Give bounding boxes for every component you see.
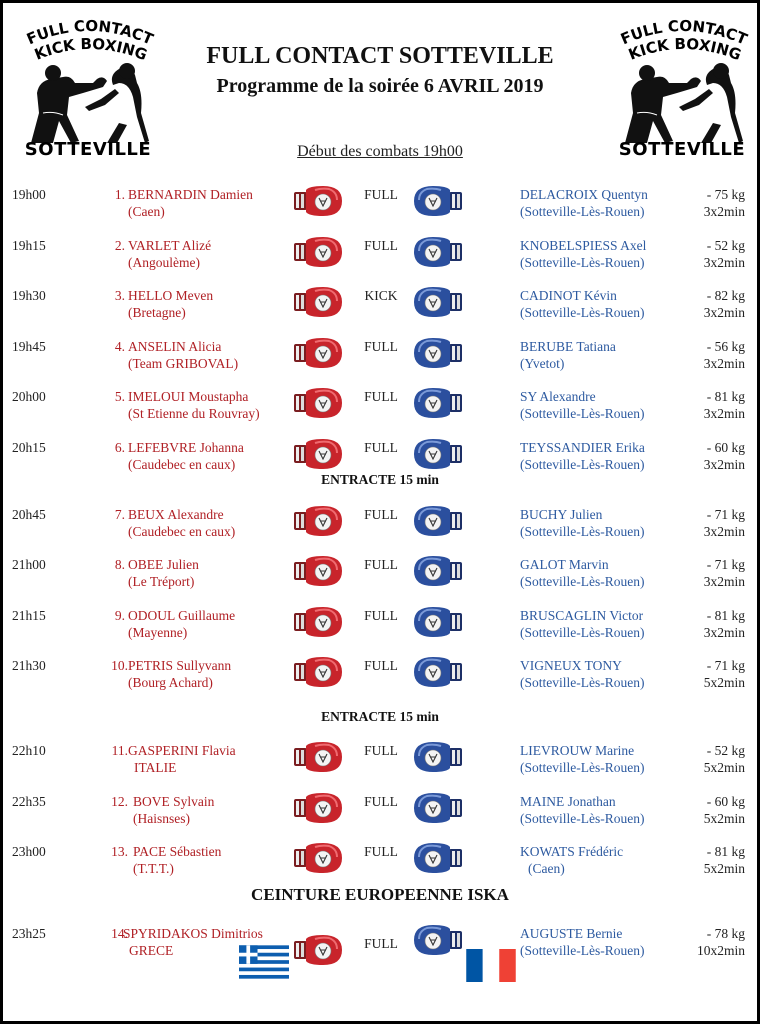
blue-fighter-club: (Sotteville-Lès-Rouen) [520, 675, 645, 690]
blue-corner [520, 186, 648, 220]
blue-glove-icon [413, 285, 463, 319]
red-fighter-club: (Caudebec en caux) [128, 524, 236, 539]
weight-class [704, 793, 745, 827]
red-corner [133, 793, 214, 827]
fight-time: 20h15 [12, 440, 46, 455]
blue-fighter-club: (Sotteville-Lès-Rouen) [520, 625, 645, 640]
rounds: 5x2min [703, 811, 745, 826]
logo-top-text: FULL CONTACT [23, 16, 156, 49]
weight: - 60 kg [706, 794, 745, 809]
fighters-icon [617, 53, 747, 145]
fight-row [3, 338, 757, 378]
fight-type: FULL [364, 339, 398, 354]
red-fighter-club: GRECE [129, 943, 174, 958]
blue-fighter-name: AUGUSTE Bernie [520, 926, 623, 941]
fight-type: FULL [364, 389, 398, 404]
fight-type: FULL [364, 936, 398, 951]
red-fighter-name: BOVE Sylvain [133, 794, 215, 809]
blue-fighter-name: MAINE Jonathan [520, 794, 616, 809]
logo-city: SOTTEVILLE [618, 139, 746, 160]
fight-type: FULL [364, 794, 398, 809]
fight-time: 19h00 [12, 187, 46, 202]
red-corner [128, 657, 231, 691]
fight-row [3, 742, 757, 782]
weight-class [704, 657, 745, 691]
rounds: 3x2min [703, 524, 745, 539]
red-glove-icon [293, 235, 343, 269]
fight-type: FULL [364, 557, 398, 572]
red-glove-icon [293, 841, 343, 875]
rounds: 3x2min [703, 457, 745, 472]
red-fighter-name: PETRIS Sullyvann [128, 658, 232, 673]
weight-class [704, 843, 745, 877]
blue-glove-icon [413, 336, 463, 370]
red-fighter-name: HELLO Meven [128, 288, 214, 303]
blue-glove-icon [413, 504, 463, 538]
weight: - 71 kg [706, 557, 745, 572]
fight-type: FULL [364, 238, 398, 253]
logo-bottom-text: KICK BOXING [31, 34, 150, 65]
fight-row [3, 925, 757, 965]
weight: - 75 kg [706, 187, 745, 202]
weight-class [704, 506, 745, 540]
blue-fighter-club: (Sotteville-Lès-Rouen) [520, 943, 645, 958]
fight-row [3, 657, 757, 697]
fight-number: 3. [114, 288, 125, 303]
blue-fighter-name: BERUBE Tatiana [520, 339, 616, 354]
fight-type: FULL [364, 658, 398, 673]
blue-fighter-club: (Sotteville-Lès-Rouen) [520, 811, 645, 826]
weight-class [704, 237, 745, 271]
red-corner [128, 607, 235, 641]
blue-corner [520, 742, 644, 776]
fight-row [3, 793, 757, 833]
rounds: 3x2min [703, 574, 745, 589]
red-fighter-club: (Mayenne) [128, 625, 188, 640]
fight-number: 5. [114, 389, 125, 404]
weight-class [704, 287, 745, 321]
weight-class [704, 338, 745, 372]
red-corner [128, 556, 199, 590]
blue-fighter-name: LIEVROUW Marine [520, 743, 635, 758]
rounds: 3x2min [703, 305, 745, 320]
page-title: FULL CONTACT SOTTEVILLE [206, 43, 554, 69]
red-fighter-name: SPYRIDAKOS Dimitrios [123, 926, 263, 941]
fight-number: 1. [114, 187, 125, 202]
red-fighter-name: IMELOUI Moustapha [128, 389, 249, 404]
red-glove-icon [293, 740, 343, 774]
greece-flag-icon [239, 945, 289, 979]
blue-glove-icon [413, 655, 463, 689]
weight: - 56 kg [706, 339, 745, 354]
blue-fighter-club: (Sotteville-Lès-Rouen) [520, 255, 645, 270]
red-fighter-club: (Bourg Achard) [128, 675, 213, 690]
red-glove-icon [293, 504, 343, 538]
weight: - 52 kg [706, 743, 745, 758]
fight-time: 21h15 [12, 608, 46, 623]
red-fighter-club: (T.T.T.) [133, 861, 174, 876]
blue-glove-icon [413, 923, 463, 957]
fight-type: FULL [364, 507, 398, 522]
entracte-2: ENTRACTE 15 min [321, 709, 439, 724]
weight: - 60 kg [706, 440, 745, 455]
fight-number: 12. [111, 794, 128, 809]
blue-corner [520, 237, 646, 271]
fight-row [3, 237, 757, 277]
rounds: 3x2min [703, 255, 745, 270]
fight-number: 13. [111, 844, 128, 859]
fight-type: KICK [364, 288, 398, 303]
fight-time: 19h15 [12, 238, 46, 253]
red-fighter-club: (Bretagne) [128, 305, 186, 320]
red-fighter-club: (Le Tréport) [128, 574, 195, 589]
entracte-1: ENTRACTE 15 min [321, 472, 439, 487]
red-corner [128, 186, 253, 220]
fight-number: 10. [111, 658, 128, 673]
rounds: 3x2min [703, 406, 745, 421]
blue-corner [520, 388, 644, 422]
start-time [3, 143, 757, 161]
rounds: 3x2min [703, 204, 745, 219]
ceinture-title: CEINTURE EUROPEENNE ISKA [251, 885, 509, 904]
red-fighter-name: OBEE Julien [128, 557, 199, 572]
red-fighter-club: (Caudebec en caux) [128, 457, 236, 472]
blue-fighter-club: (Sotteville-Lès-Rouen) [520, 760, 645, 775]
weight: - 71 kg [706, 507, 745, 522]
fight-number: 2. [114, 238, 125, 253]
red-glove-icon [293, 184, 343, 218]
fight-number: 9. [114, 608, 125, 623]
red-fighter-name: GASPERINI Flavia [128, 743, 236, 758]
blue-fighter-club: (Sotteville-Lès-Rouen) [520, 204, 645, 219]
fight-type: FULL [364, 187, 398, 202]
blue-fighter-club: (Sotteville-Lès-Rouen) [520, 457, 645, 472]
blue-glove-icon [413, 841, 463, 875]
blue-fighter-name: GALOT Marvin [520, 557, 609, 572]
blue-fighter-club: (Sotteville-Lès-Rouen) [520, 524, 645, 539]
rounds: 3x2min [703, 356, 745, 371]
red-corner [128, 237, 211, 271]
red-glove-icon [293, 336, 343, 370]
blue-corner [520, 556, 644, 590]
weight-class [697, 925, 745, 959]
red-fighter-name: ODOUL Guillaume [128, 608, 236, 623]
weight-class [704, 607, 745, 641]
rounds: 5x2min [703, 760, 745, 775]
blue-glove-icon [413, 740, 463, 774]
fight-time: 20h00 [12, 389, 46, 404]
weight: - 81 kg [706, 844, 745, 859]
red-corner [128, 439, 244, 473]
rounds: 10x2min [696, 943, 745, 958]
blue-fighter-name: DELACROIX Quentyn [520, 187, 648, 202]
red-glove-icon [293, 437, 343, 471]
blue-corner [520, 843, 623, 877]
page-subtitle: Programme de la soirée 6 AVRIL 2019 [216, 75, 544, 97]
red-fighter-name: PACE Sébastien [133, 844, 222, 859]
red-fighter-name: BEUX Alexandre [128, 507, 224, 522]
red-glove-icon [293, 605, 343, 639]
fight-number: 7. [114, 507, 125, 522]
red-fighter-club: ITALIE [134, 760, 177, 775]
red-fighter-name: LEFEBVRE Johanna [128, 440, 244, 455]
red-corner [128, 287, 213, 321]
blue-glove-icon [413, 554, 463, 588]
red-glove-icon [293, 554, 343, 588]
fighters-icon [23, 53, 153, 145]
blue-glove-icon [413, 184, 463, 218]
fight-type: FULL [364, 844, 398, 859]
red-corner [128, 338, 238, 372]
blue-fighter-club: (Caen) [528, 861, 565, 876]
weight: - 78 kg [706, 926, 745, 941]
blue-fighter-name: VIGNEUX TONY [520, 658, 622, 673]
fight-type: FULL [364, 608, 398, 623]
blue-fighter-name: KOWATS Frédéric [520, 844, 624, 859]
red-glove-icon [293, 791, 343, 825]
poster [3, 3, 757, 1021]
fight-number: 11. [111, 743, 128, 758]
france-flag-icon [466, 949, 516, 982]
blue-corner [520, 793, 644, 827]
blue-glove-icon [413, 437, 463, 471]
fight-time: 22h35 [12, 794, 46, 809]
blue-corner [520, 657, 644, 691]
fight-time: 21h30 [12, 658, 46, 673]
logo-top-text: FULL CONTACT [617, 16, 750, 49]
blue-corner [520, 338, 616, 372]
blue-corner [520, 925, 644, 959]
red-glove-icon [293, 285, 343, 319]
blue-corner [520, 607, 644, 641]
red-corner [128, 506, 235, 540]
fight-time: 19h30 [12, 288, 46, 303]
fight-row [3, 607, 757, 647]
red-glove-icon [293, 655, 343, 689]
weight: - 81 kg [706, 608, 745, 623]
fight-type: FULL [364, 743, 398, 758]
red-fighter-name: ANSELIN Alicia [128, 339, 222, 354]
blue-fighter-club: (Sotteville-Lès-Rouen) [520, 406, 645, 421]
weight: - 82 kg [706, 288, 745, 303]
fight-row [3, 287, 757, 327]
weight-class [704, 556, 745, 590]
fight-time: 20h45 [12, 507, 46, 522]
blue-fighter-club: (Sotteville-Lès-Rouen) [520, 574, 645, 589]
red-fighter-club: (Team GRIBOVAL) [128, 356, 239, 371]
fight-time: 22h10 [12, 743, 46, 758]
red-corner [133, 843, 221, 877]
red-glove-icon [293, 386, 343, 420]
red-corner [128, 388, 260, 422]
blue-corner [520, 287, 644, 321]
blue-fighter-name: KNOBELSPIESS Axel [520, 238, 647, 253]
fight-number: 8. [114, 557, 125, 572]
red-fighter-name: BERNARDIN Damien [128, 187, 253, 202]
blue-fighter-name: SY Alexandre [520, 389, 596, 404]
blue-fighter-name: CADINOT Kévin [520, 288, 617, 303]
red-corner [128, 742, 236, 776]
fight-time: 23h00 [12, 844, 46, 859]
fight-number: 4. [114, 339, 125, 354]
weight: - 52 kg [706, 238, 745, 253]
red-fighter-club: (St Etienne du Rouvray) [128, 406, 260, 421]
logo-city: SOTTEVILLE [24, 139, 152, 160]
weight: - 81 kg [706, 389, 745, 404]
blue-corner [520, 506, 644, 540]
fight-row [3, 843, 757, 883]
weight-class [704, 439, 745, 473]
rounds: 5x2min [703, 861, 745, 876]
red-fighter-club: (Angoulème) [128, 255, 200, 270]
weight-class [704, 388, 745, 422]
fight-time: 21h00 [12, 557, 46, 572]
start-time-text: Début des combats 19h00 [297, 143, 463, 160]
fight-number: 6. [114, 440, 125, 455]
weight-class [704, 186, 745, 220]
rounds: 3x2min [703, 625, 745, 640]
logo-bottom-text: KICK BOXING [625, 34, 744, 65]
blue-glove-icon [413, 386, 463, 420]
fight-row [3, 388, 757, 428]
blue-glove-icon [413, 791, 463, 825]
fight-row [3, 556, 757, 596]
blue-corner [520, 439, 645, 473]
fight-time: 19h45 [12, 339, 46, 354]
red-fighter-club: (Caen) [128, 204, 165, 219]
fight-row [3, 506, 757, 546]
fight-row [3, 186, 757, 226]
rounds: 5x2min [703, 675, 745, 690]
red-fighter-name: VARLET Alizé [128, 238, 212, 253]
blue-fighter-club: (Yvetot) [520, 356, 565, 371]
blue-glove-icon [413, 235, 463, 269]
blue-fighter-club: (Sotteville-Lès-Rouen) [520, 305, 645, 320]
red-glove-icon [293, 933, 343, 967]
weight: - 71 kg [706, 658, 745, 673]
blue-fighter-name: TEYSSANDIER Erika [520, 440, 645, 455]
fight-number: 14. [111, 926, 128, 941]
weight-class [704, 742, 745, 776]
blue-glove-icon [413, 605, 463, 639]
blue-fighter-name: BUCHY Julien [520, 507, 603, 522]
red-fighter-club: (Haisnses) [133, 811, 190, 826]
blue-fighter-name: BRUSCAGLIN Victor [520, 608, 644, 623]
fight-type: FULL [364, 440, 398, 455]
fight-time: 23h25 [12, 926, 46, 941]
